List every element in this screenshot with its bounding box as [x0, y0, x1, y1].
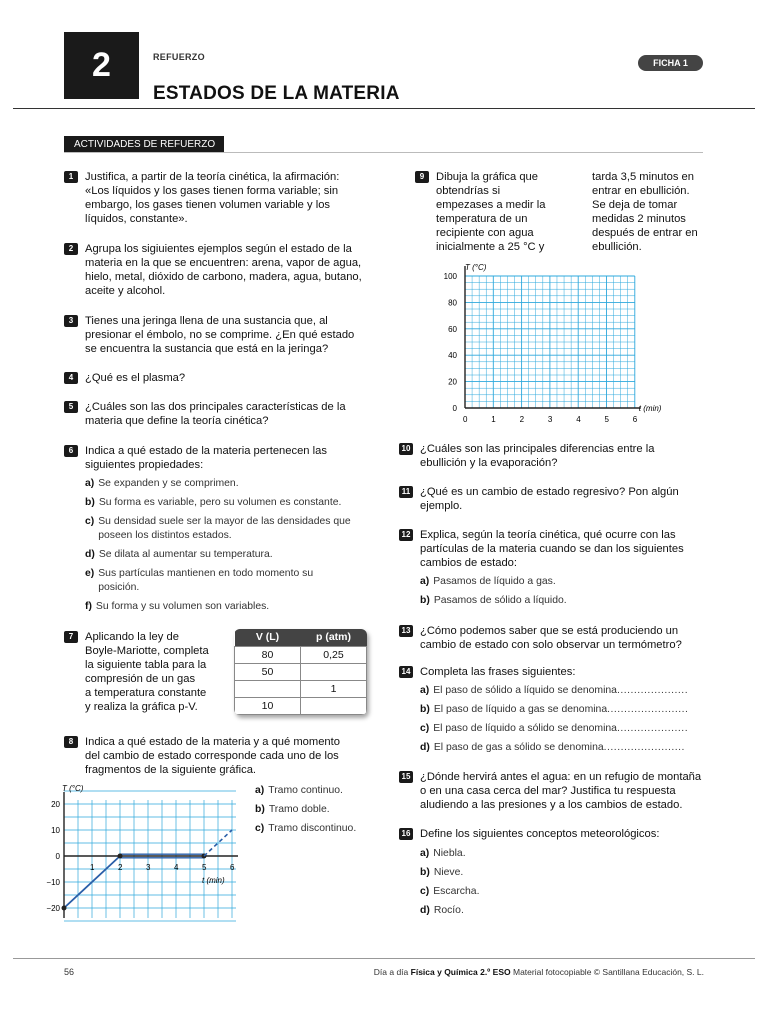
page-number: 56 [64, 967, 75, 977]
y-tick-label: 0 [452, 404, 457, 413]
answer-blank[interactable]: ..................... [616, 723, 689, 734]
sub-letter: a) [255, 785, 265, 796]
y-tick-label: 60 [448, 324, 457, 334]
question-text: Explica, según la teoría cinética, qué ocurre con las partículas de la materia cuando se dan los siguientes cambios de estado: [420, 529, 684, 569]
y-tick-label: 100 [443, 272, 457, 281]
q6-sub-b [85, 496, 375, 510]
footer-copyright: Material fotocopiable © Santillana Educación, S. L. [512, 967, 704, 977]
sub-text: El paso de sólido a líquido se denomina [433, 685, 617, 696]
question-9 [419, 170, 576, 254]
sub-text: Niebla. [433, 848, 466, 859]
q6-sub-c [85, 515, 375, 543]
sub-text: El paso de gas a sólido se denomina [433, 742, 604, 753]
q9-empty-grid [430, 262, 670, 422]
sub-text: Tramo discontinuo. [268, 823, 357, 834]
table-cell: 0,25 [301, 646, 367, 663]
q8-temperature-graph [38, 782, 238, 932]
table-cell: 50 [235, 663, 301, 680]
y-tick-label: −20 [46, 904, 60, 913]
sub-letter: c) [420, 886, 430, 897]
sub-text: Su densidad suele ser la mayor de las densidades que poseen los distintos estados. [98, 516, 351, 541]
question-number: 16 [399, 828, 413, 840]
question-text: Dibuja la gráfica que obtendrías si empezases a medir la temperatura de un recipiente con agua inicialmente a 25 °C y [436, 171, 546, 253]
q14-sub-d [420, 741, 710, 755]
question-number: 3 [64, 315, 78, 327]
x-tick-label: 5 [202, 863, 207, 872]
sub-text: El paso de líquido a gas se denomina [433, 704, 608, 715]
question-8 [68, 735, 375, 777]
question-text: Completa las frases siguientes: [420, 666, 576, 678]
section-label: REFUERZO [153, 52, 205, 62]
question-number: 6 [64, 445, 78, 457]
answer-blank[interactable]: ........................ [603, 742, 685, 753]
sub-text: Su forma y su volumen son variables. [95, 601, 270, 612]
question-number: 5 [64, 401, 78, 413]
x-tick-label: 6 [230, 863, 235, 872]
y-tick-label: 80 [448, 298, 457, 308]
sub-text: Escarcha. [433, 886, 480, 897]
data-point [118, 854, 123, 859]
table-cell: 10 [235, 697, 301, 714]
question-text: tarda 3,5 minutos en entrar en ebullición. Se deja de tomar medidas 2 minutos después de entrar en ebullición. [592, 171, 698, 253]
q14-sub-a [420, 684, 710, 698]
question-11 [401, 485, 705, 513]
x-tick-label: 6 [632, 415, 638, 422]
boyle-mariotte-table [234, 629, 367, 715]
question-number: 8 [64, 736, 78, 748]
question-2 [68, 242, 375, 298]
question-6 [68, 444, 375, 472]
data-point [62, 906, 67, 911]
question-number: 13 [399, 625, 413, 637]
question-text: ¿Dónde hervirá antes el agua: en un refugio de montaña o en una casa cerca del mar? Justifica tu respuesta aludiendo a las presiones y a los cambios de estado. [420, 771, 702, 811]
sub-text: Sus partículas mantienen en todo momento su posición. [98, 568, 314, 593]
sub-text: El paso de líquido a sólido se denomina [433, 723, 617, 734]
q8-sub-b [255, 803, 385, 817]
sub-letter: c) [255, 823, 265, 834]
x-tick-label: 1 [491, 415, 496, 422]
sub-letter: c) [85, 516, 95, 527]
answer-blank[interactable]: ..................... [616, 685, 689, 696]
sub-letter: b) [420, 867, 430, 878]
sub-letter: f) [85, 601, 92, 612]
y-tick-label: 40 [448, 351, 457, 361]
q16-sub-d [420, 904, 705, 918]
q12-sub-b [420, 594, 705, 608]
x-tick-label: 0 [463, 415, 468, 422]
q16-sub-b [420, 866, 705, 880]
sub-text: Rocío. [433, 905, 464, 916]
q12-sub-a [420, 575, 705, 589]
question-number: 2 [64, 243, 78, 255]
question-4 [68, 371, 375, 385]
question-number: 14 [399, 666, 413, 678]
sub-letter: d) [420, 742, 430, 753]
question-text: Tienes una jeringa llena de una sustancia que, al presionar el émbolo, no se comprime. ¿En qué estado se encuentra la sustancia que está en la jeringa? [85, 315, 355, 355]
sub-text: Tramo continuo. [268, 785, 343, 796]
x-axis-label: t (min) [202, 876, 225, 885]
q16-sub-a [420, 847, 705, 861]
sub-letter: c) [420, 723, 430, 734]
q14-sub-c [420, 722, 710, 736]
footer-prefix: Día a día [373, 967, 409, 977]
question-10 [401, 442, 705, 470]
table-cell [301, 663, 367, 680]
q6-sub-a [85, 477, 375, 491]
x-tick-label: 5 [604, 415, 609, 422]
question-3 [68, 314, 375, 356]
sub-text: Pasamos de líquido a gas. [433, 576, 556, 587]
sub-letter: a) [420, 685, 430, 696]
question-number: 7 [64, 631, 78, 643]
question-7 [68, 630, 230, 714]
sub-letter: a) [85, 478, 95, 489]
q6-sub-f [85, 600, 375, 614]
activities-divider [64, 152, 703, 153]
q8-sub-a [255, 784, 385, 798]
sub-text: Tramo doble. [268, 804, 330, 815]
y-tick-label: 0 [55, 852, 60, 861]
question-16 [401, 827, 705, 841]
question-number: 9 [415, 171, 429, 183]
x-tick-label: 3 [146, 863, 151, 872]
table-cell [301, 697, 367, 714]
x-tick-label: 3 [547, 415, 553, 422]
x-tick-label: 2 [519, 415, 525, 422]
sub-text: Nieve. [433, 867, 464, 878]
table-cell: 80 [235, 646, 301, 663]
ficha-badge: FICHA 1 [638, 55, 703, 71]
question-text: ¿Qué es un cambio de estado regresivo? Pon algún ejemplo. [420, 486, 679, 512]
question-text: Agrupa los sigiuientes ejemplos según el estado de la materia en la que se encuentren: arena, vapor de agua, hielo, metal, dióxido de carbono, madera, agua, butano, aceite y alcohol. [85, 243, 362, 297]
sub-letter: e) [85, 568, 95, 579]
question-text: ¿Cómo podemos saber que se está produciendo un cambio de estado con solo observar un termómetro? [420, 625, 682, 651]
question-number: 4 [64, 372, 78, 384]
table-row [235, 680, 367, 697]
sub-letter: d) [85, 549, 95, 560]
q14-sub-b [420, 703, 710, 717]
column-header-pressure: p (atm) [301, 629, 367, 646]
question-number: 12 [399, 529, 413, 541]
question-text: Indica a qué estado de la materia y a qué momento del cambio de estado corresponde cada uno de los fragmentos de la siguiente gráfica. [85, 736, 340, 776]
y-tick-label: 20 [51, 800, 60, 809]
sub-letter: b) [420, 704, 430, 715]
question-number: 1 [64, 171, 78, 183]
table-cell: 1 [301, 680, 367, 697]
y-tick-label: 10 [51, 826, 60, 835]
sub-letter: d) [420, 905, 430, 916]
footer-divider [13, 958, 755, 959]
question-number: 11 [399, 486, 413, 498]
question-13 [401, 624, 705, 652]
header-divider [13, 108, 755, 109]
question-14 [401, 665, 705, 679]
activities-tab: ACTIVIDADES DE REFUERZO [64, 136, 224, 152]
question-12 [401, 528, 705, 570]
sub-letter: a) [420, 576, 430, 587]
y-axis-label: T (°C) [465, 263, 487, 272]
question-text: ¿Cuáles son las dos principales características de la materia que define la teoría cinética? [85, 401, 346, 427]
sub-text: Su forma es variable, pero su volumen es constante. [98, 497, 342, 508]
answer-blank[interactable]: ........................ [607, 704, 689, 715]
question-1 [68, 170, 375, 226]
y-tick-label: 20 [448, 377, 457, 387]
question-text: Define los siguientes conceptos meteorológicos: [420, 828, 660, 840]
x-tick-label: 1 [90, 863, 95, 872]
footer-credits [374, 967, 704, 977]
x-tick-label: 4 [174, 863, 179, 872]
x-tick-label: 4 [576, 415, 581, 422]
q6-sub-e [85, 567, 375, 595]
question-text: Justifica, a partir de la teoría cinética, la afirmación: «Los líquidos y los gases tienen forma variable; sin embargo, los gases tienen volumen variable y los líquidos, constante». [85, 171, 340, 225]
y-tick-label: −10 [46, 878, 60, 887]
q8-sub-c [255, 822, 385, 836]
sub-letter: b) [255, 804, 265, 815]
sub-letter: a) [420, 848, 430, 859]
unit-number: 2 [64, 32, 139, 99]
sub-letter: b) [420, 595, 430, 606]
sub-text: Se expanden y se comprimen. [98, 478, 239, 489]
footer-subject: Física y Química 2.º ESO [410, 967, 511, 977]
question-text: ¿Qué es el plasma? [85, 372, 186, 384]
x-tick-label: 2 [118, 863, 123, 872]
sub-text: Se dilata al aumentar su temperatura. [98, 549, 273, 560]
q16-sub-c [420, 885, 705, 899]
page-title: ESTADOS DE LA MATERIA [153, 83, 400, 104]
question-number: 15 [399, 771, 413, 783]
question-text: ¿Cuáles son las principales diferencias entre la ebullición y la evaporación? [420, 443, 655, 469]
question-5 [68, 400, 375, 428]
table-cell [235, 680, 301, 697]
question-text: Aplicando la ley de Boyle-Mariotte, completa la siguiente tabla para la compresión de un gas a temperatura constante y realiza la gráfica p-V. [85, 631, 209, 713]
question-15 [401, 770, 710, 812]
y-axis-label: T (°C) [62, 784, 84, 793]
table-row [235, 663, 367, 680]
question-number: 10 [399, 443, 413, 455]
question-text: Indica a qué estado de la materia pertenecen las siguientes propiedades: [85, 445, 327, 471]
x-axis-label: t (min) [638, 404, 662, 413]
table-row [235, 646, 367, 663]
question-9-continued [592, 170, 707, 254]
q6-sub-d [85, 548, 375, 562]
sub-letter: b) [85, 497, 95, 508]
column-header-volume: V (L) [235, 629, 301, 646]
sub-text: Pasamos de sólido a líquido. [433, 595, 567, 606]
table-row [235, 697, 367, 714]
